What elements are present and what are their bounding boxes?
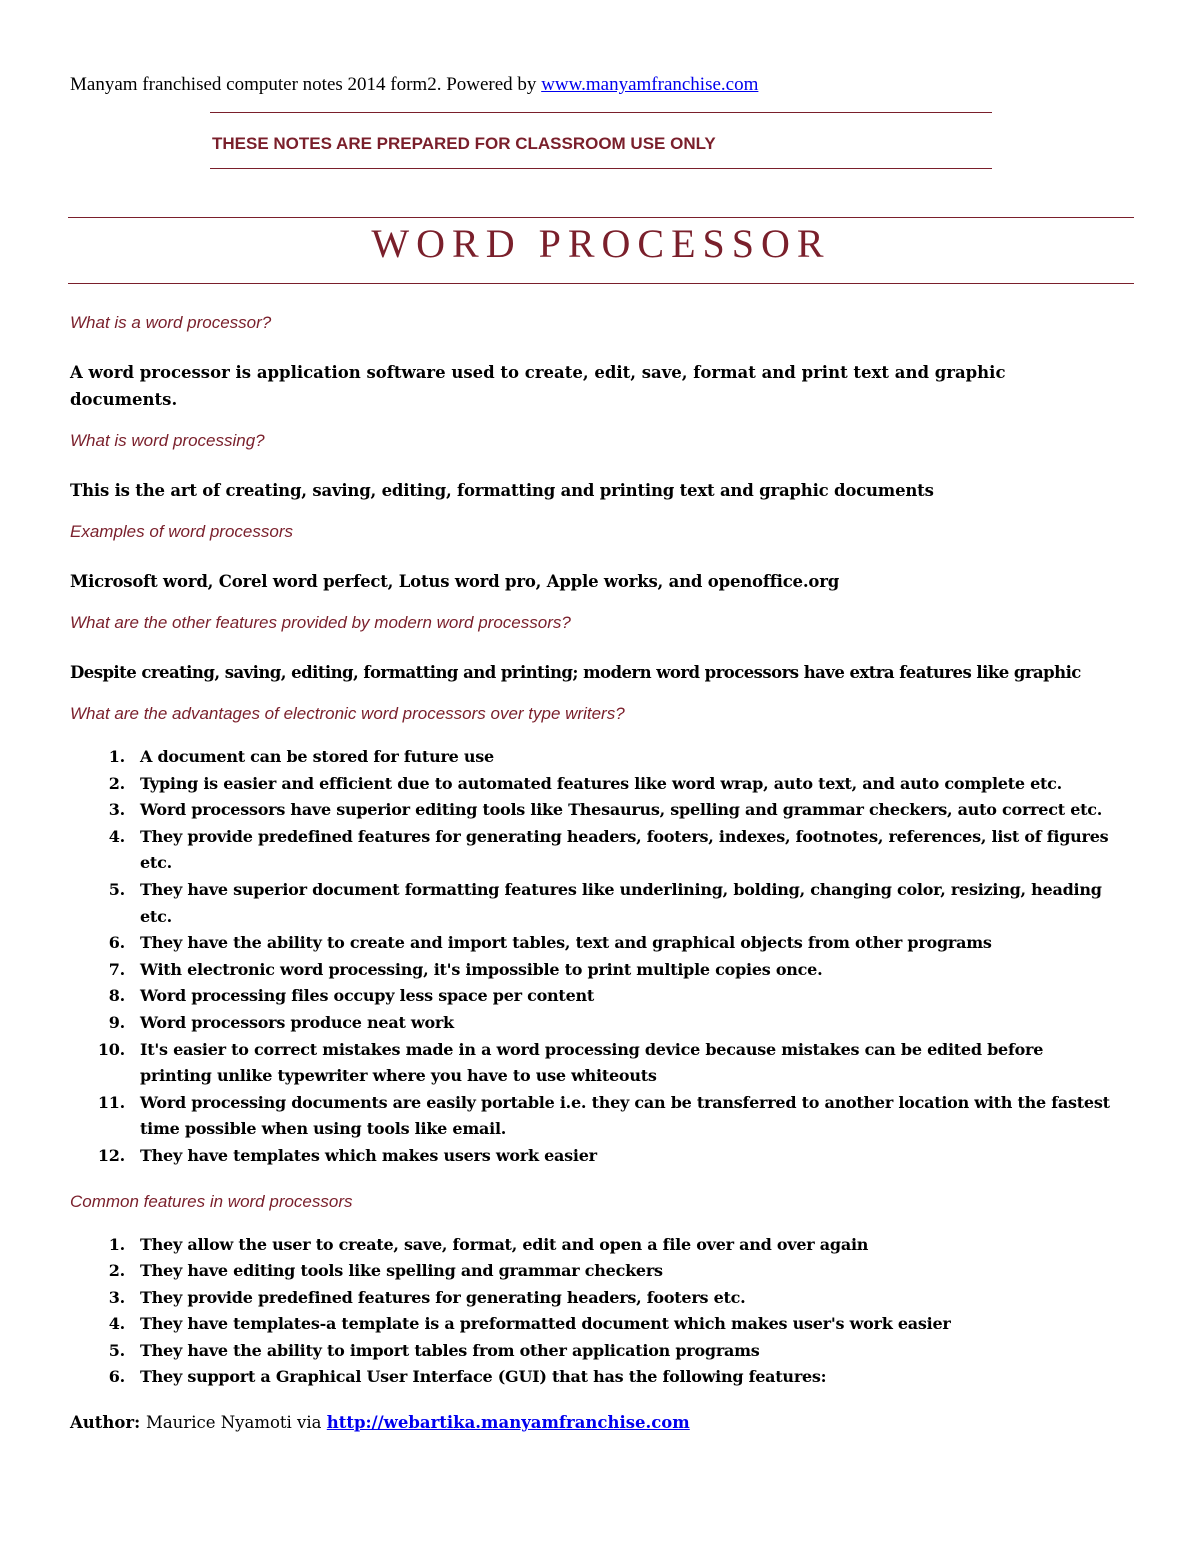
list-item [70,744,1120,771]
list-item-number: 3. [108,1287,125,1307]
list-item [70,1364,1120,1391]
classroom-notice: THESE NOTES ARE PREPARED FOR CLASSROOM USE ONLY [212,134,716,153]
list-item [70,1232,1120,1259]
list-item [70,824,1120,877]
list-item-number: 4. [108,1314,125,1334]
list-item-text: They support a Graphical User Interface (GUI) that has the following features: [140,1367,827,1387]
title-bottom-rule [68,283,1134,284]
header-link[interactable]: www.manyamfranchise.com [541,74,759,95]
answer-paragraph: Despite creating, saving, editing, formatting and printing; modern word processors have extra features like graphic [70,663,1081,682]
list-item-number: 2. [108,773,125,793]
list-item-number: 2. [108,1261,125,1281]
list-item-number: 5. [108,1340,125,1360]
list-item [70,1285,1120,1312]
list-item-text: They have templates which makes users work easier [140,1145,597,1165]
list-item [70,1258,1120,1285]
question-heading: Common features in word processors [70,1191,353,1211]
notice-top-rule [210,112,992,113]
list-item-number: 4. [108,826,125,846]
list-item-text: They have superior document formatting features like underlining, bolding, changing color, resizing, heading etc. [140,879,1102,926]
list-item-number: 6. [108,1367,125,1387]
list-item-text: Word processing files occupy less space per content [140,986,595,1006]
list-item-number: 3. [108,800,125,820]
answer-paragraph: This is the art of creating, saving, editing, formatting and printing text and graphic documents [70,481,934,500]
question-heading: What is a word processor? [70,313,272,332]
list-item-number: 1. [108,747,125,766]
list-item [70,1090,1120,1143]
list-item-text: They have editing tools like spelling and grammar checkers [140,1261,663,1281]
list-item [70,930,1120,957]
question-heading: What are the advantages of electronic word processors over type writers? [70,704,625,723]
list-item-number: 12. [97,1145,125,1165]
author-label: Author: [70,1413,146,1433]
features-list [70,1232,1120,1392]
list-item [70,1143,1120,1170]
list-item-number: 10. [97,1039,125,1059]
list-item [70,1338,1120,1365]
footer-link[interactable]: http://webartika.manyamfranchise.com [326,1413,690,1433]
list-item-number: 6. [108,933,125,953]
list-item [70,771,1120,798]
list-item-text: It's easier to correct mistakes made in a word processing device because mistakes can be edited before printing unlike typewriter where you have to use whiteouts [140,1039,1044,1086]
list-item [70,983,1120,1010]
question-heading: What are the other features provided by modern word processors? [70,613,571,632]
list-item-text: They allow the user to create, save, format, edit and open a file over and over again [140,1234,869,1254]
document-body [70,313,1140,1432]
title-top-rule [68,217,1134,218]
answer-paragraph: Microsoft word, Corel word perfect, Lotus word pro, Apple works, and openoffice.org [70,572,840,591]
list-item-number: 5. [108,879,125,899]
list-item-number: 9. [108,1012,125,1032]
list-item-text: They have the ability to create and import tables, text and graphical objects from other programs [140,933,992,953]
list-item-number: 8. [108,986,125,1006]
list-item-text: They have templates-a template is a preformatted document which makes user's work easier [140,1314,951,1334]
page-title: WORD PROCESSOR [371,221,831,266]
header-text: Manyam franchised computer notes 2014 form2. Powered by [70,74,542,95]
list-item-number: 11. [97,1092,125,1112]
list-item-text: Word processing documents are easily portable i.e. they can be transferred to another location with the fastest time possible when using tools like email. [140,1092,1110,1139]
document-header [70,74,970,96]
list-item [70,1311,1120,1338]
list-item-text: Word processors produce neat work [140,1012,454,1032]
list-item [70,877,1120,930]
list-item [70,1010,1120,1037]
list-item [70,957,1120,984]
list-item-text: With electronic word processing, it's impossible to print multiple copies once. [140,959,823,979]
document-footer [70,1413,1140,1432]
list-item-text: They have the ability to import tables from other application programs [140,1340,760,1360]
list-item [70,1037,1120,1090]
list-item-number: 1. [108,1234,125,1254]
author-name: Maurice Nyamoti via [145,1413,327,1433]
list-item-text: Typing is easier and efficient due to automated features like word wrap, auto text, and auto complete etc. [140,773,1062,793]
list-item [70,797,1120,824]
list-item-text: A document can be stored for future use [140,747,494,766]
list-item-text: They provide predefined features for generating headers, footers etc. [140,1287,746,1307]
question-heading: Examples of word processors [70,522,293,541]
answer-paragraph: A word processor is application software used to create, edit, save, format and print text and graphic documents. [70,363,1006,409]
list-item-text: They provide predefined features for generating headers, footers, indexes, footnotes, references, list of figures etc. [140,826,1109,873]
question-heading: What is word processing? [70,431,265,450]
advantages-list [70,744,1120,1170]
notice-bottom-rule [210,168,992,169]
list-item-number: 7. [108,959,125,979]
list-item-text: Word processors have superior editing tools like Thesaurus, spelling and grammar checkers, auto correct etc. [140,800,1103,820]
